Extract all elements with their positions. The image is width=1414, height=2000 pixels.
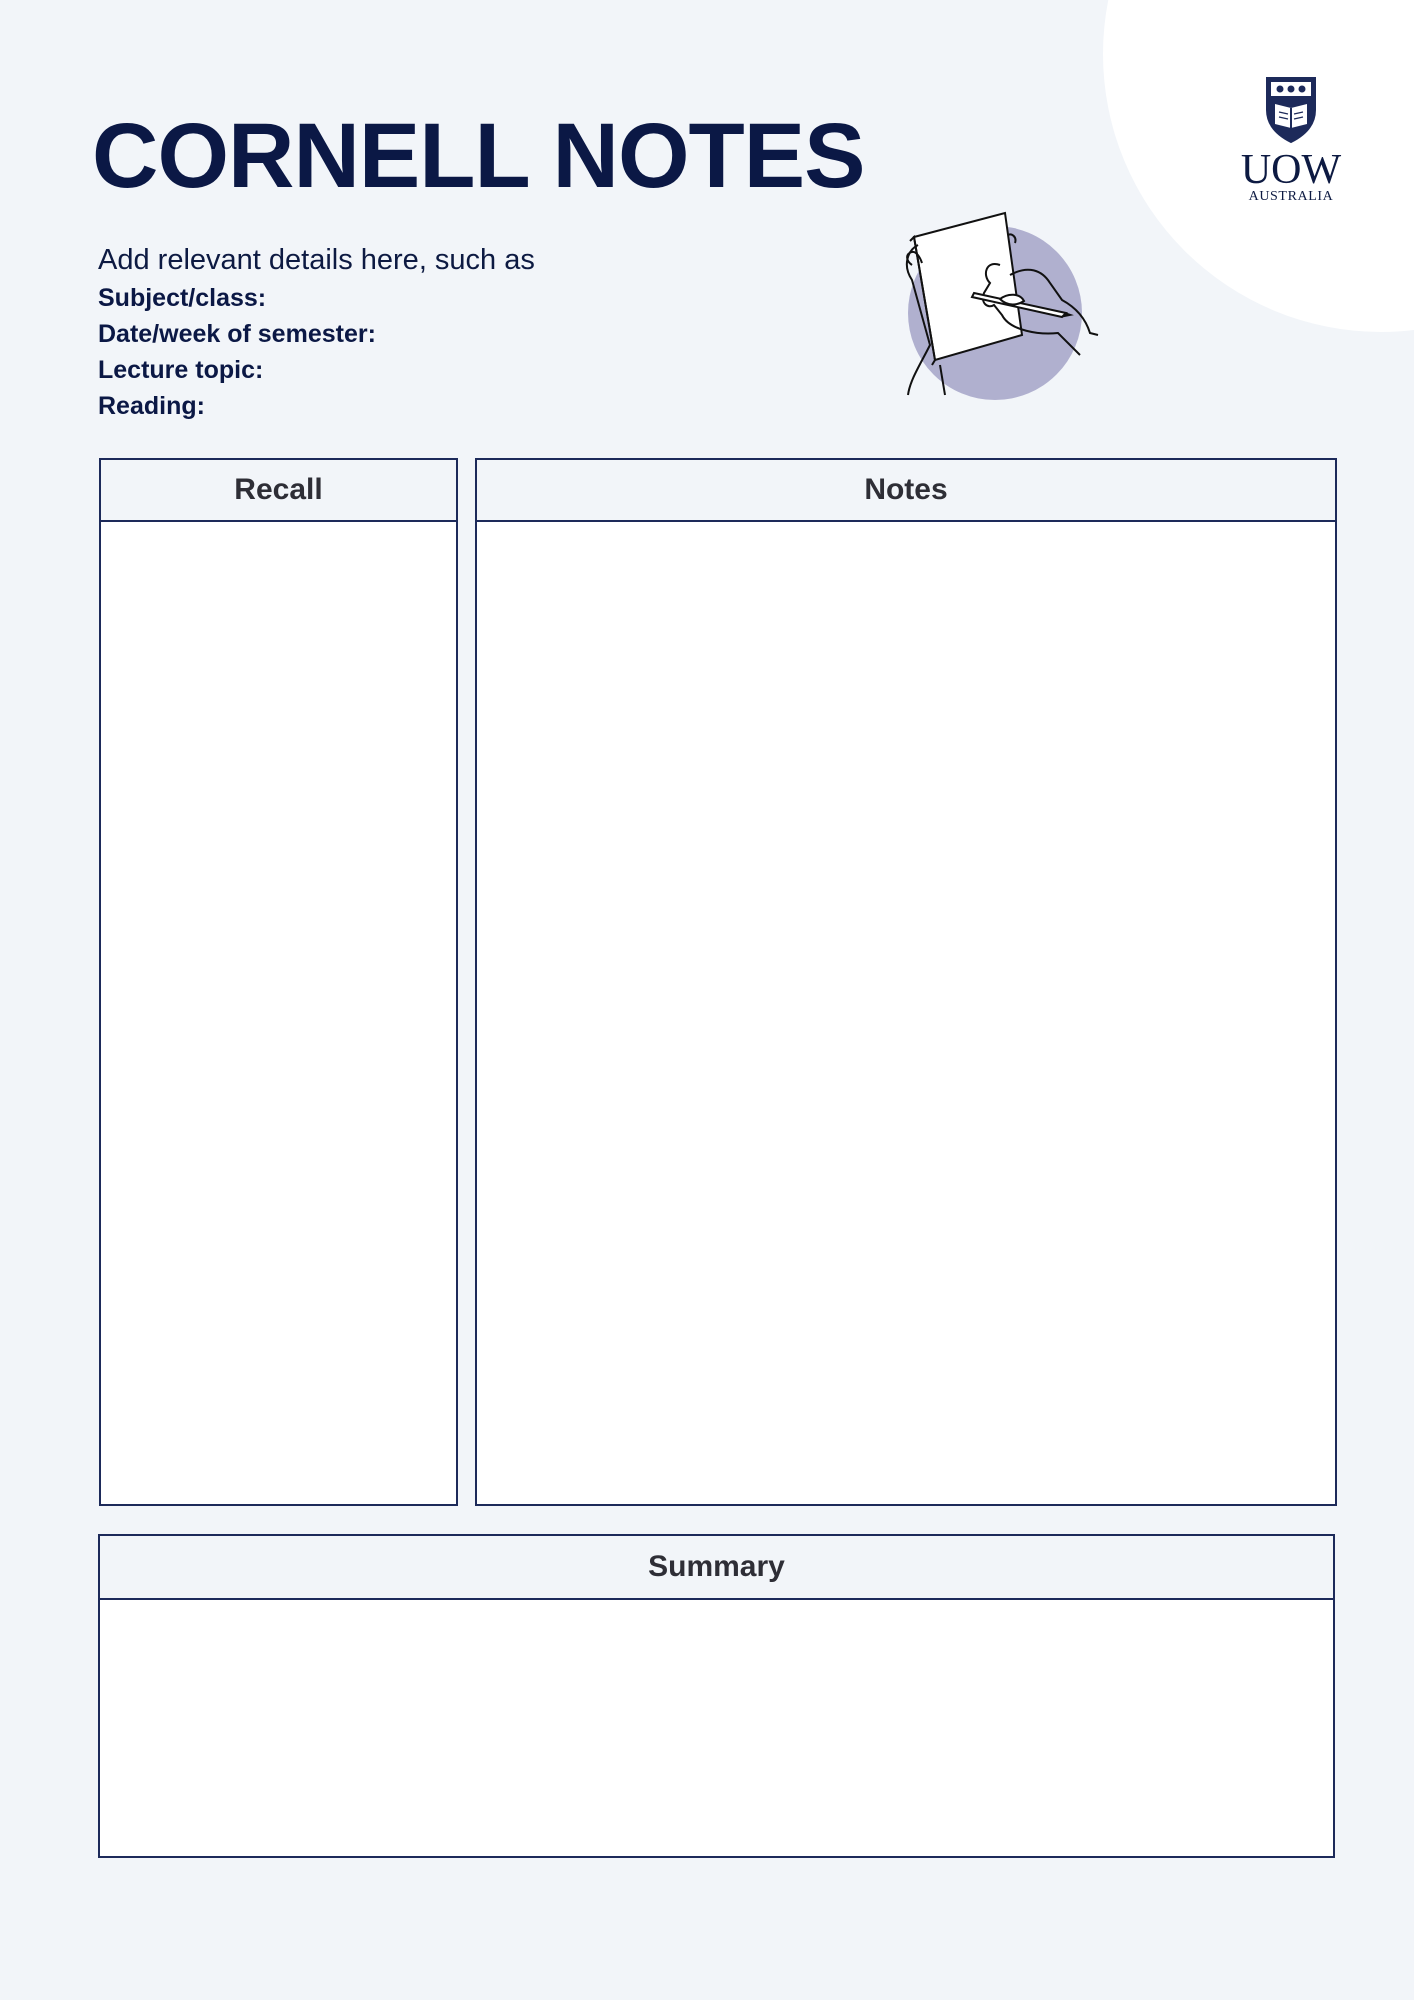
logo-subtitle: AUSTRALIA <box>1248 189 1334 204</box>
logo-name: UOW <box>1240 147 1342 193</box>
summary-section[interactable] <box>98 1534 1335 1858</box>
lecture-topic-field: Lecture topic: <box>98 356 264 384</box>
details-block <box>98 240 798 424</box>
recall-header: Recall <box>101 460 456 522</box>
date-week-field: Date/week of semester: <box>98 320 376 348</box>
notes-section[interactable] <box>475 458 1337 1506</box>
notes-header: Notes <box>477 460 1335 522</box>
summary-header: Summary <box>100 1536 1333 1600</box>
reading-field: Reading: <box>98 392 205 420</box>
crest-icon <box>1263 74 1319 144</box>
uow-logo <box>1236 74 1346 204</box>
recall-section[interactable] <box>99 458 458 1506</box>
hand-writing-notepad-icon <box>890 205 1110 405</box>
subject-class-field: Subject/class: <box>98 284 267 312</box>
details-intro: Add relevant details here, such as <box>98 244 535 276</box>
page-title: CORNELL NOTES <box>92 105 865 207</box>
